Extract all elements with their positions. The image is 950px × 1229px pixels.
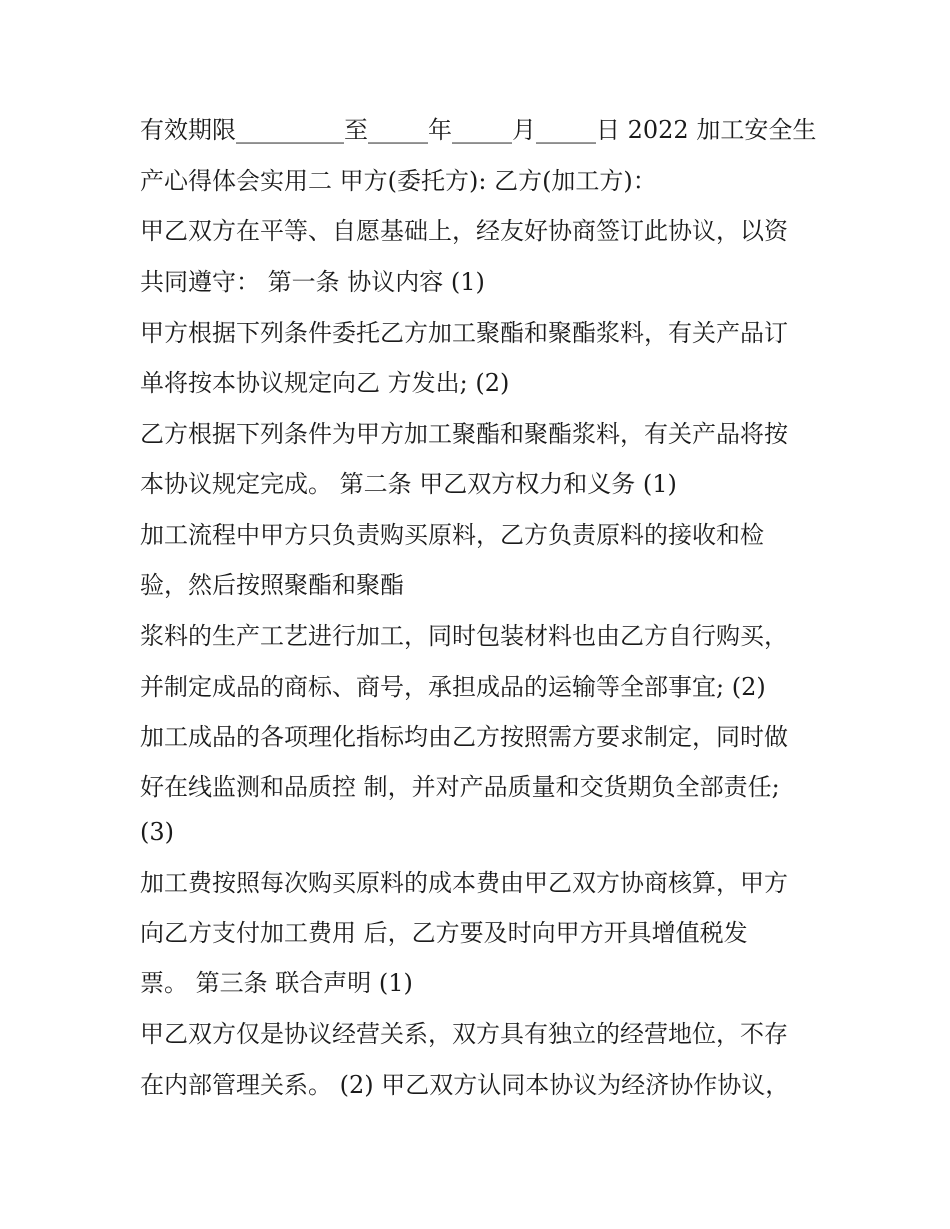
text-line: 甲方根据下列条件委托乙方加工聚酯和聚酯浆料，有关产品订 [140, 319, 788, 347]
text-line: 单将按本协议规定向乙 方发出; (2) [140, 369, 510, 397]
text-line: 甲乙双方仅是协议经营关系，双方具有独立的经营地位，不存 [140, 1020, 788, 1048]
text-line: 加工流程中甲方只负责购买原料，乙方负责原料的接收和检 [140, 521, 764, 549]
text-line: 甲乙双方在平等、自愿基础上，经友好协商签订此协议，以资 [140, 217, 788, 245]
text-line: 乙方根据下列条件为甲方加工聚酯和聚酯浆料，有关产品将按 [140, 420, 788, 448]
text-line: 好在线监测和品质控 制，并对产品质量和交货期负全部责任; [140, 773, 780, 801]
text-line: 有效期限_________至_____年_____月_____日 2022 加工安全生 [140, 116, 817, 144]
text-line: 加工费按照每次购买原料的成本费由甲乙双方协商核算，甲方 [140, 869, 788, 897]
text-line: 共同遵守： 第一条 协议内容 (1) [140, 268, 485, 296]
text-line: 并制定成品的商标、商号，承担成品的运输等全部事宜; (2) [140, 673, 766, 701]
text-line: 向乙方支付加工费用 后，乙方要及时向甲方开具增值税发 [140, 919, 748, 947]
text-line: 验，然后按照聚酯和聚酯 [140, 571, 404, 599]
text-line: 浆料的生产工艺进行加工，同时包装材料也由乙方自行购买， [140, 622, 788, 650]
text-line: 票。 第三条 联合声明 (1) [140, 969, 413, 997]
text-line: 本协议规定完成。 第二条 甲乙双方权力和义务 (1) [140, 470, 677, 498]
text-line: 产心得体会实用二 甲方(委托方): 乙方(加工方)： [140, 167, 657, 195]
text-line: 加工成品的各项理化指标均由乙方按照需方要求制定，同时做 [140, 723, 788, 751]
text-line: (3) [140, 818, 174, 846]
text-line: 在内部管理关系。 (2) 甲乙双方认同本协议为经济协作协议， [140, 1071, 790, 1099]
